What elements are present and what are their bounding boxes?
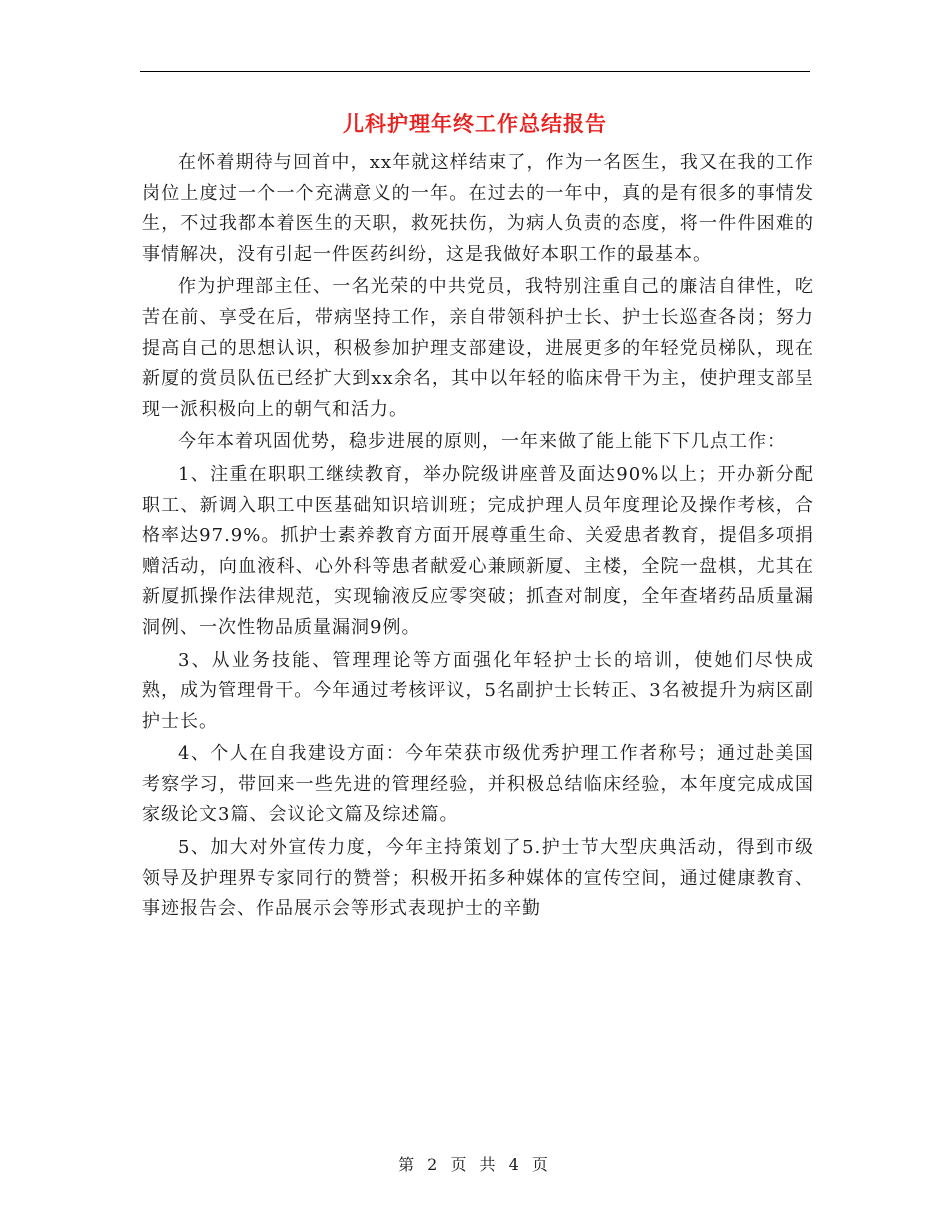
paragraph-item-4: 4、个人在自我建设方面：今年荣获市级优秀护理工作者称号；通过赴美国考察学习，带回来一些先进的管理经验，并积极总结临床经验，本年度完成成国家级论文3篇、会议论文篇及综述篇。 xyxy=(142,743,814,826)
paragraph-item-1: 1、注重在职职工继续教育，举办院级讲座普及面达90%以上；开办新分配职工、新调入职工中医基础知识培训班；完成护理人员年度理论及操作考核，合格率达97.9%。抓护士素养教育方面开展尊重生命、关爱患者教育，提倡多项捐赠活动，向血液科、心外科等患者献爱心兼顾新厦、主楼，全院一盘棋，尤其在新厦抓操作法律规范，实现输液反应零突破；抓查对制度，全年查堵药品质量漏洞例、一次性物品质量漏洞9例。 xyxy=(142,463,814,638)
paragraph-item-3: 3、从业务技能、管理理论等方面强化年轻护士长的培训，使她们尽快成熟，成为管理骨干。今年通过考核评议，5名副护士长转正、3名被提升为病区副护士长。 xyxy=(142,649,814,732)
header-rule xyxy=(140,71,810,72)
paragraph-party-work: 作为护理部主任、一名光荣的中共党员，我特别注重自己的廉洁自律性，吃苦在前、享受在后，带病坚持工作，亲自带领科护士长、护士长巡查各岗；努力提高自己的思想认识，积极参加护理支部建设，进展更多的年轻党员梯队，现在新厦的赏员队伍已经扩大到xx余名，其中以年轻的临床骨干为主，使护理支部呈现一派积极向上的朝气和活力。 xyxy=(142,276,814,420)
paragraph-item-5: 5、加大对外宣传力度，今年主持策划了5.护士节大型庆典活动，得到市级领导及护理界专家同行的赞誉；积极开拓多种媒体的宣传空间，通过健康教育、事迹报告会、作品展示会等形式表现护士的辛勤 xyxy=(142,837,814,920)
document-title: 儿科护理年终工作总结报告 xyxy=(343,111,607,136)
paragraph-work-overview: 今年本着巩固优势，稳步进展的原则，一年来做了能上能下下几点工作： xyxy=(178,431,786,453)
page-number: 第 2 页 共 4 页 xyxy=(398,1155,552,1174)
paragraph-intro: 在怀着期待与回首中，xx年就这样结束了，作为一名医生，我又在我的工作岗位上度过一个一个充满意义的一年。在过去的一年中，真的是有很多的事情发生，不过我都本着医生的天职，救死扶伤，为病人负责的态度，将一件件困难的事情解决，没有引起一件医药纠纷，这是我做好本职工作的最基本。 xyxy=(142,152,814,265)
document-body xyxy=(142,148,814,927)
